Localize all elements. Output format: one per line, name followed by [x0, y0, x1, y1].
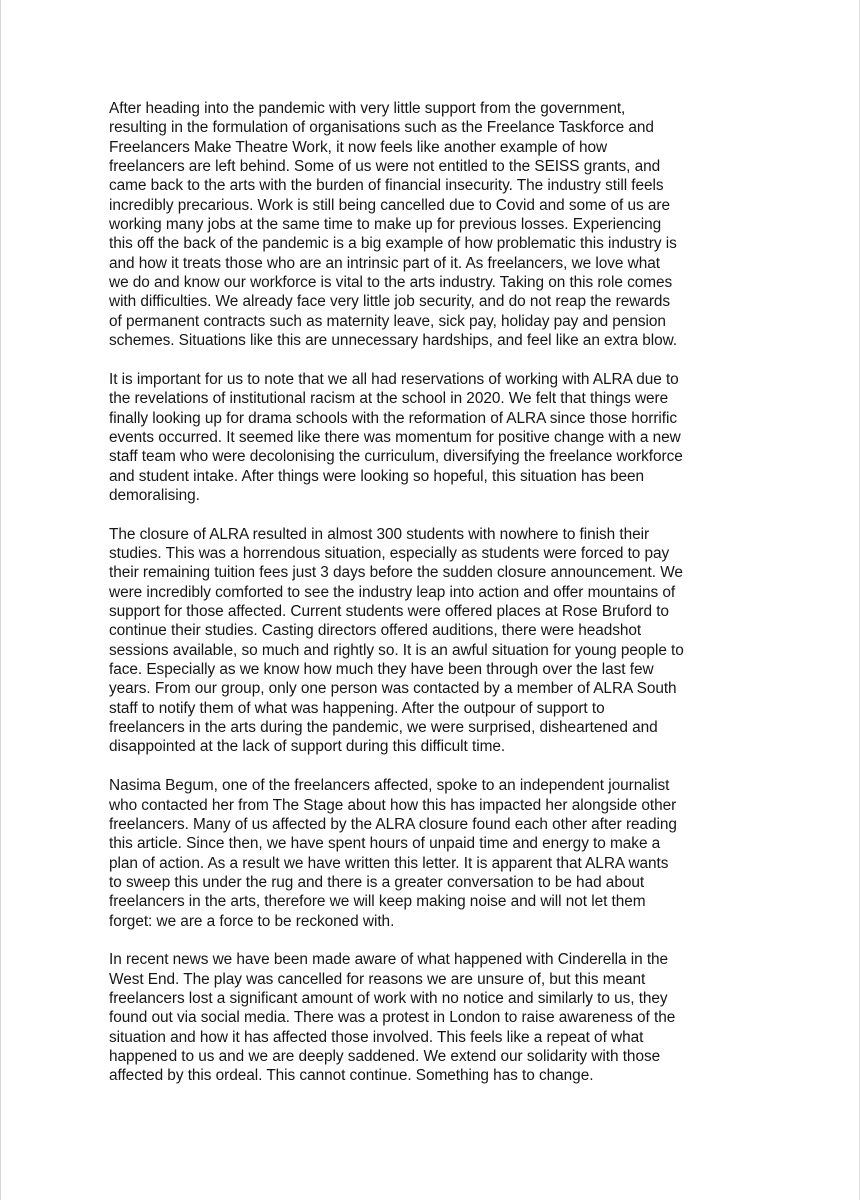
text-line: to sweep this under the rug and there is a greater conversation to be had about [109, 873, 645, 891]
text-line: working many jobs at the same time to make up for previous losses. Experiencing [109, 216, 662, 234]
text-line: events occurred. It seemed like there was momentum for positive change with a new [109, 428, 681, 446]
text-line: forget: we are a force to be reckoned with. [109, 912, 395, 930]
text-line: freelancers are left behind. Some of us were not entitled to the SEISS grants, and [109, 158, 661, 176]
text-line: In recent news we have been made aware of what happened with Cinderella in the [109, 951, 669, 969]
text-line: with difficulties. We already face very little job security, and do not reap the rewards [109, 293, 671, 311]
text-line: face. Especially as we know how much they have been through over the last few [109, 661, 654, 679]
text-line: situation and how it has affected those involved. This feels like a repeat of what [109, 1028, 644, 1046]
text-line: happened to us and we are deeply saddened. We extend our solidarity with those [109, 1048, 661, 1066]
text-line: incredibly precarious. Work is still being cancelled due to Covid and some of us are [109, 196, 670, 214]
text-line: disappointed at the lack of support during this difficult time. [109, 738, 506, 756]
text-line: this article. Since then, we have spent hours of unpaid time and energy to make a [109, 835, 661, 853]
text-line: found out via social media. There was a protest in London to raise awareness of the [109, 1009, 676, 1027]
paragraph-alra-closure [109, 525, 749, 757]
text-line: sessions available, so much and rightly so. It is an awful situation for young people to [109, 641, 684, 659]
text-line: After heading into the pandemic with very little support from the government, [109, 100, 626, 117]
letter-body [109, 99, 749, 1105]
text-line: Nasima Begum, one of the freelancers affected, spoke to an independent journalist [109, 777, 670, 795]
text-line: The closure of ALRA resulted in almost 300 students with nowhere to finish their [109, 525, 650, 543]
text-line: freelancers in the arts, therefore we will keep making noise and will not let them [109, 893, 646, 911]
paragraph-pandemic-support [109, 99, 749, 350]
text-line: support for those affected. Current students were offered places at Rose Bruford to [109, 603, 669, 621]
paragraph-cinderella [109, 950, 749, 1085]
text-line: the revelations of institutional racism at the school in 2020. We felt that things were [109, 390, 669, 408]
paragraph-alra-reservations [109, 370, 749, 505]
text-line: came back to the arts with the burden of financial insecurity. The industry still feels [109, 177, 664, 195]
text-line: It is important for us to note that we all had reservations of working with ALRA due to [109, 370, 679, 388]
text-line: affected by this ordeal. This cannot continue. Something has to change. [109, 1067, 594, 1085]
text-line: we do and know our workforce is vital to the arts industry. Taking on this role comes [109, 274, 673, 292]
text-line: of permanent contracts such as maternity leave, sick pay, holiday pay and pension [109, 312, 666, 330]
text-line: plan of action. As a result we have written this letter. It is apparent that ALRA wants [109, 854, 669, 872]
text-line: staff team who were decolonising the curriculum, diversifying the freelance workforce [109, 448, 683, 466]
paragraph-nasima-begum [109, 776, 749, 931]
text-line: freelancers. Many of us affected by the ALRA closure found each other after reading [109, 815, 677, 833]
text-line: freelancers lost a significant amount of work with no notice and similarly to us, they [109, 990, 668, 1007]
text-line: studies. This was a horrendous situation, especially as students were forced to pay [109, 545, 670, 562]
text-line: West End. The play was cancelled for reasons we are unsure of, but this meant [109, 970, 646, 988]
text-line: this off the back of the pandemic is a big example of how problematic this industry is [109, 235, 677, 253]
text-line: schemes. Situations like this are unnecessary hardships, and feel like an extra blow. [109, 332, 678, 350]
text-line: freelancers in the arts during the pandemic, we were surprised, disheartened and [109, 719, 658, 737]
text-line: years. From our group, only one person was contacted by a member of ALRA South [109, 680, 677, 698]
text-line: who contacted her from The Stage about how this has impacted her alongside other [109, 796, 677, 814]
text-line: resulting in the formulation of organisations such as the Freelance Taskforce and [109, 119, 654, 137]
text-line: were incredibly comforted to see the industry leap into action and offer mountains of [109, 583, 676, 601]
text-line: and how it treats those who are an intrinsic part of it. As freelancers, we love what [109, 254, 660, 272]
text-line: Freelancers Make Theatre Work, it now feels like another example of how [109, 138, 608, 156]
text-line: their remaining tuition fees just 3 days before the sudden closure announcement. We [109, 564, 683, 582]
text-line: continue their studies. Casting directors offered auditions, there were headshot [109, 622, 642, 640]
text-line: and student intake. After things were looking so hopeful, this situation has been [109, 467, 644, 485]
text-line: staff to notify them of what was happening. After the outpour of support to [109, 699, 605, 717]
text-line: demoralising. [109, 486, 200, 504]
text-line: finally looking up for drama schools with the reformation of ALRA since those horrific [109, 409, 678, 427]
